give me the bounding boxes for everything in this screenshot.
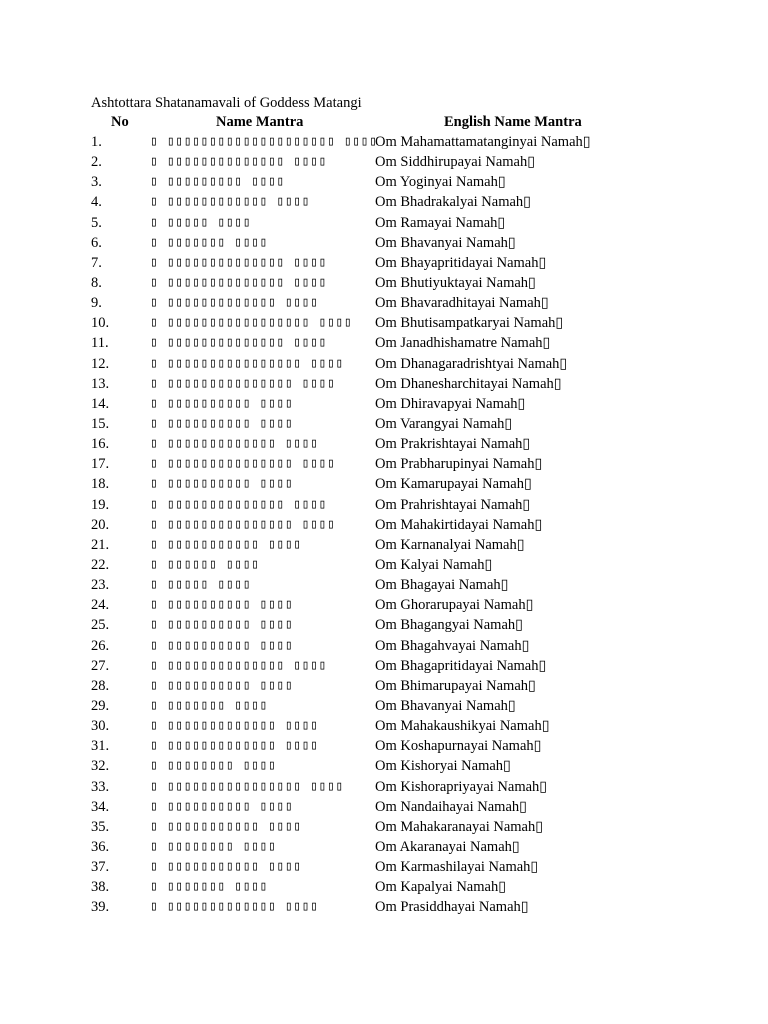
english-name-mantra: Om Karnanalyai Namah▯ — [375, 536, 525, 553]
english-name-mantra: Om Ghorarupayai Namah▯ — [375, 597, 534, 614]
row-number: 18. — [91, 476, 110, 493]
english-name-mantra: Om Bhayapritidayai Namah▯ — [375, 254, 547, 271]
name-mantra: ▯ ▯▯▯▯▯▯▯▯▯▯▯▯▯▯▯▯ ▯▯▯▯ — [150, 778, 344, 794]
english-name-mantra: Om Prakrishtayai Namah▯ — [375, 436, 531, 453]
english-name-mantra: Om Nandaihayai Namah▯ — [375, 798, 528, 815]
mantra-row — [0, 696, 768, 716]
row-number: 15. — [91, 415, 110, 432]
mantra-row — [0, 575, 768, 595]
name-mantra: ▯ ▯▯▯▯▯▯▯▯▯▯ ▯▯▯▯ — [150, 637, 294, 653]
english-name-mantra: Om Janadhishamatre Namah▯ — [375, 335, 551, 352]
row-number: 26. — [91, 637, 110, 654]
name-mantra: ▯ ▯▯▯▯▯▯▯▯▯▯▯▯▯▯▯ ▯▯▯▯ — [150, 516, 336, 532]
row-number: 16. — [91, 436, 110, 453]
name-mantra: ▯ ▯▯▯▯▯ ▯▯▯▯ — [150, 214, 252, 230]
english-name-mantra: Om Mahakaushikyai Namah▯ — [375, 718, 550, 735]
english-name-mantra: Om Bhavanyai Namah▯ — [375, 697, 516, 714]
mantra-row — [0, 414, 768, 434]
mantra-row — [0, 555, 768, 575]
mantra-row — [0, 817, 768, 837]
row-number: 22. — [91, 556, 110, 573]
english-name-mantra: Om Prasiddhayai Namah▯ — [375, 899, 529, 916]
mantra-row — [0, 877, 768, 897]
name-mantra: ▯ ▯▯▯▯▯▯ ▯▯▯▯ — [150, 556, 260, 572]
name-mantra: ▯ ▯▯▯▯▯▯▯▯▯▯▯▯▯ ▯▯▯▯ — [150, 295, 319, 311]
english-name-mantra: Om Bhadrakalyai Namah▯ — [375, 194, 532, 211]
english-name-mantra: Om Bhagahvayai Namah▯ — [375, 637, 530, 654]
name-mantra: ▯ ▯▯▯▯▯▯▯▯▯▯▯▯▯ ▯▯▯▯ — [150, 436, 319, 452]
mantra-row — [0, 132, 768, 152]
name-mantra: ▯ ▯▯▯▯▯▯▯▯ ▯▯▯▯ — [150, 758, 277, 774]
english-name-mantra: Om Mahakaranayai Namah▯ — [375, 818, 544, 835]
mantra-row — [0, 253, 768, 273]
name-mantra: ▯ ▯▯▯▯▯▯▯ ▯▯▯▯ — [150, 697, 268, 713]
english-name-mantra: Om Bhagangyai Namah▯ — [375, 617, 524, 634]
row-number: 3. — [91, 174, 102, 191]
mantra-row — [0, 172, 768, 192]
english-name-mantra: Om Varangyai Namah▯ — [375, 415, 513, 432]
english-name-mantra: Om Mahamattamatanginyai Namah▯ — [375, 134, 591, 150]
mantra-row — [0, 897, 768, 917]
name-mantra: ▯ ▯▯▯▯▯▯▯▯▯▯ ▯▯▯▯ — [150, 798, 294, 814]
english-name-mantra: Om Kamarupayai Namah▯ — [375, 476, 532, 493]
english-name-mantra: Om Kishoryai Namah▯ — [375, 758, 512, 775]
mantra-row — [0, 656, 768, 676]
mantra-row — [0, 615, 768, 635]
mantra-row — [0, 716, 768, 736]
name-mantra: ▯ ▯▯▯▯▯▯▯▯▯▯▯▯▯▯▯ ▯▯▯▯ — [150, 456, 336, 472]
mantra-list — [0, 132, 768, 917]
name-mantra: ▯ ▯▯▯▯▯▯▯▯▯▯▯▯▯ ▯▯▯▯ — [150, 738, 319, 754]
row-number: 34. — [91, 798, 110, 815]
english-name-mantra: Om Kapalyai Namah▯ — [375, 879, 507, 896]
row-number: 13. — [91, 375, 110, 392]
english-name-mantra: Om Karmashilayai Namah▯ — [375, 859, 539, 876]
mantra-row — [0, 756, 768, 776]
row-number: 30. — [91, 718, 110, 735]
row-number: 37. — [91, 859, 110, 876]
english-name-mantra: Om Kalyai Namah▯ — [375, 556, 493, 573]
name-mantra: ▯ ▯▯▯▯▯▯▯▯▯▯▯▯▯▯▯▯▯ ▯▯▯▯ — [150, 315, 353, 331]
mantra-row — [0, 394, 768, 414]
row-number: 24. — [91, 597, 110, 614]
row-number: 25. — [91, 617, 110, 634]
row-number: 12. — [91, 355, 110, 372]
english-name-mantra: Om Koshapurnayai Namah▯ — [375, 738, 542, 755]
name-mantra: ▯ ▯▯▯▯▯▯▯▯▯▯ ▯▯▯▯ — [150, 617, 294, 633]
mantra-row — [0, 736, 768, 756]
english-name-mantra: Om Bhutiyuktayai Namah▯ — [375, 274, 537, 291]
row-number: 21. — [91, 536, 110, 553]
english-name-mantra: Om Bhagayai Namah▯ — [375, 577, 509, 594]
english-name-mantra: Om Dhanesharchitayai Namah▯ — [375, 375, 562, 392]
name-mantra: ▯ ▯▯▯▯▯▯▯▯▯▯▯▯ ▯▯▯▯ — [150, 194, 311, 210]
english-name-mantra: Om Prahrishtayai Namah▯ — [375, 496, 531, 513]
english-name-mantra: Om Bhavaradhitayai Namah▯ — [375, 295, 549, 312]
row-number: 39. — [91, 899, 110, 916]
row-number: 4. — [91, 194, 102, 211]
row-number: 5. — [91, 214, 102, 231]
mantra-row — [0, 495, 768, 515]
row-number: 11. — [91, 335, 109, 352]
name-mantra: ▯ ▯▯▯▯▯▯▯▯▯▯ ▯▯▯▯ — [150, 395, 294, 411]
english-name-mantra: Om Prabharupinyai Namah▯ — [375, 456, 543, 473]
name-mantra: ▯ ▯▯▯▯▯▯▯▯▯ ▯▯▯▯ — [150, 174, 285, 190]
name-mantra: ▯ ▯▯▯▯▯▯▯▯▯▯▯▯▯▯ ▯▯▯▯ — [150, 657, 327, 673]
mantra-row — [0, 837, 768, 857]
mantra-row — [0, 857, 768, 877]
name-mantra: ▯ ▯▯▯▯▯ ▯▯▯▯ — [150, 577, 252, 593]
row-number: 10. — [91, 315, 110, 332]
english-name-mantra: Om Akaranayai Namah▯ — [375, 838, 520, 855]
mantra-row — [0, 676, 768, 696]
mantra-row — [0, 797, 768, 817]
row-number: 27. — [91, 657, 110, 674]
mantra-row — [0, 374, 768, 394]
english-name-mantra: Om Ramayai Namah▯ — [375, 214, 506, 231]
name-mantra: ▯ ▯▯▯▯▯▯▯▯▯▯ ▯▯▯▯ — [150, 597, 294, 613]
name-mantra: ▯ ▯▯▯▯▯▯▯ ▯▯▯▯ — [150, 234, 268, 250]
mantra-row — [0, 333, 768, 353]
column-header-name-mantra: Name Mantra — [216, 114, 304, 130]
english-name-mantra: Om Bhimarupayai Namah▯ — [375, 677, 536, 694]
name-mantra: ▯ ▯▯▯▯▯▯▯▯▯▯▯▯▯ ▯▯▯▯ — [150, 899, 319, 915]
name-mantra: ▯ ▯▯▯▯▯▯▯▯▯▯ ▯▯▯▯ — [150, 415, 294, 431]
name-mantra: ▯ ▯▯▯▯▯▯▯▯▯▯ ▯▯▯▯ — [150, 677, 294, 693]
row-number: 8. — [91, 274, 102, 291]
row-number: 17. — [91, 456, 110, 473]
row-number: 1. — [91, 134, 102, 150]
english-name-mantra: Om Bhagapritidayai Namah▯ — [375, 657, 547, 674]
mantra-row — [0, 777, 768, 797]
row-number: 31. — [91, 738, 110, 755]
row-number: 28. — [91, 677, 110, 694]
english-name-mantra: Om Bhavanyai Namah▯ — [375, 234, 516, 251]
name-mantra: ▯ ▯▯▯▯▯▯▯▯▯▯▯▯▯▯▯▯▯▯▯▯ ▯▯▯▯ — [150, 134, 378, 149]
row-number: 36. — [91, 838, 110, 855]
name-mantra: ▯ ▯▯▯▯▯▯▯▯▯▯▯▯▯▯ ▯▯▯▯ — [150, 496, 327, 512]
name-mantra: ▯ ▯▯▯▯▯▯▯▯▯▯▯ ▯▯▯▯ — [150, 859, 302, 875]
row-number: 23. — [91, 577, 110, 594]
column-header-no: No — [111, 114, 129, 130]
english-name-mantra: Om Bhutisampatkaryai Namah▯ — [375, 315, 564, 332]
name-mantra: ▯ ▯▯▯▯▯▯▯▯▯▯▯▯▯ ▯▯▯▯ — [150, 718, 319, 734]
mantra-row — [0, 293, 768, 313]
column-header-english-name-mantra: English Name Mantra — [444, 114, 582, 130]
row-number: 29. — [91, 697, 110, 714]
name-mantra: ▯ ▯▯▯▯▯▯▯▯▯▯▯ ▯▯▯▯ — [150, 536, 302, 552]
name-mantra: ▯ ▯▯▯▯▯▯▯▯▯▯▯▯▯▯▯ ▯▯▯▯ — [150, 375, 336, 391]
row-number: 35. — [91, 818, 110, 835]
mantra-row — [0, 636, 768, 656]
row-number: 20. — [91, 516, 110, 533]
mantra-row — [0, 454, 768, 474]
row-number: 7. — [91, 254, 102, 271]
mantra-row — [0, 515, 768, 535]
row-number: 9. — [91, 295, 102, 312]
mantra-row — [0, 152, 768, 172]
english-name-mantra: Om Dhiravapyai Namah▯ — [375, 395, 526, 412]
english-name-mantra: Om Mahakirtidayai Namah▯ — [375, 516, 543, 533]
name-mantra: ▯ ▯▯▯▯▯▯▯▯▯▯▯▯▯▯▯▯ ▯▯▯▯ — [150, 355, 344, 371]
document-title: Ashtottara Shatanamavali of Goddess Matangi — [91, 95, 362, 111]
name-mantra: ▯ ▯▯▯▯▯▯▯ ▯▯▯▯ — [150, 879, 268, 895]
mantra-row — [0, 192, 768, 212]
row-number: 2. — [91, 154, 102, 171]
mantra-row — [0, 354, 768, 374]
row-number: 14. — [91, 395, 110, 412]
mantra-row — [0, 273, 768, 293]
mantra-row — [0, 535, 768, 555]
name-mantra: ▯ ▯▯▯▯▯▯▯▯▯▯▯▯▯▯ ▯▯▯▯ — [150, 274, 327, 290]
mantra-row — [0, 474, 768, 494]
name-mantra: ▯ ▯▯▯▯▯▯▯▯▯▯▯ ▯▯▯▯ — [150, 818, 302, 834]
english-name-mantra: Om Siddhirupayai Namah▯ — [375, 154, 536, 171]
english-name-mantra: Om Dhanagaradrishtyai Namah▯ — [375, 355, 568, 372]
name-mantra: ▯ ▯▯▯▯▯▯▯▯▯▯▯▯▯▯ ▯▯▯▯ — [150, 335, 327, 351]
mantra-row — [0, 434, 768, 454]
mantra-row — [0, 233, 768, 253]
row-number: 6. — [91, 234, 102, 251]
mantra-row — [0, 595, 768, 615]
english-name-mantra: Om Yoginyai Namah▯ — [375, 174, 506, 191]
row-number: 32. — [91, 758, 110, 775]
name-mantra: ▯ ▯▯▯▯▯▯▯▯▯▯ ▯▯▯▯ — [150, 476, 294, 492]
row-number: 38. — [91, 879, 110, 896]
english-name-mantra: Om Kishorapriyayai Namah▯ — [375, 778, 548, 795]
mantra-row — [0, 313, 768, 333]
row-number: 19. — [91, 496, 110, 513]
name-mantra: ▯ ▯▯▯▯▯▯▯▯▯▯▯▯▯▯ ▯▯▯▯ — [150, 154, 327, 170]
name-mantra: ▯ ▯▯▯▯▯▯▯▯▯▯▯▯▯▯ ▯▯▯▯ — [150, 254, 327, 270]
mantra-row — [0, 213, 768, 233]
row-number: 33. — [91, 778, 110, 795]
name-mantra: ▯ ▯▯▯▯▯▯▯▯ ▯▯▯▯ — [150, 838, 277, 854]
